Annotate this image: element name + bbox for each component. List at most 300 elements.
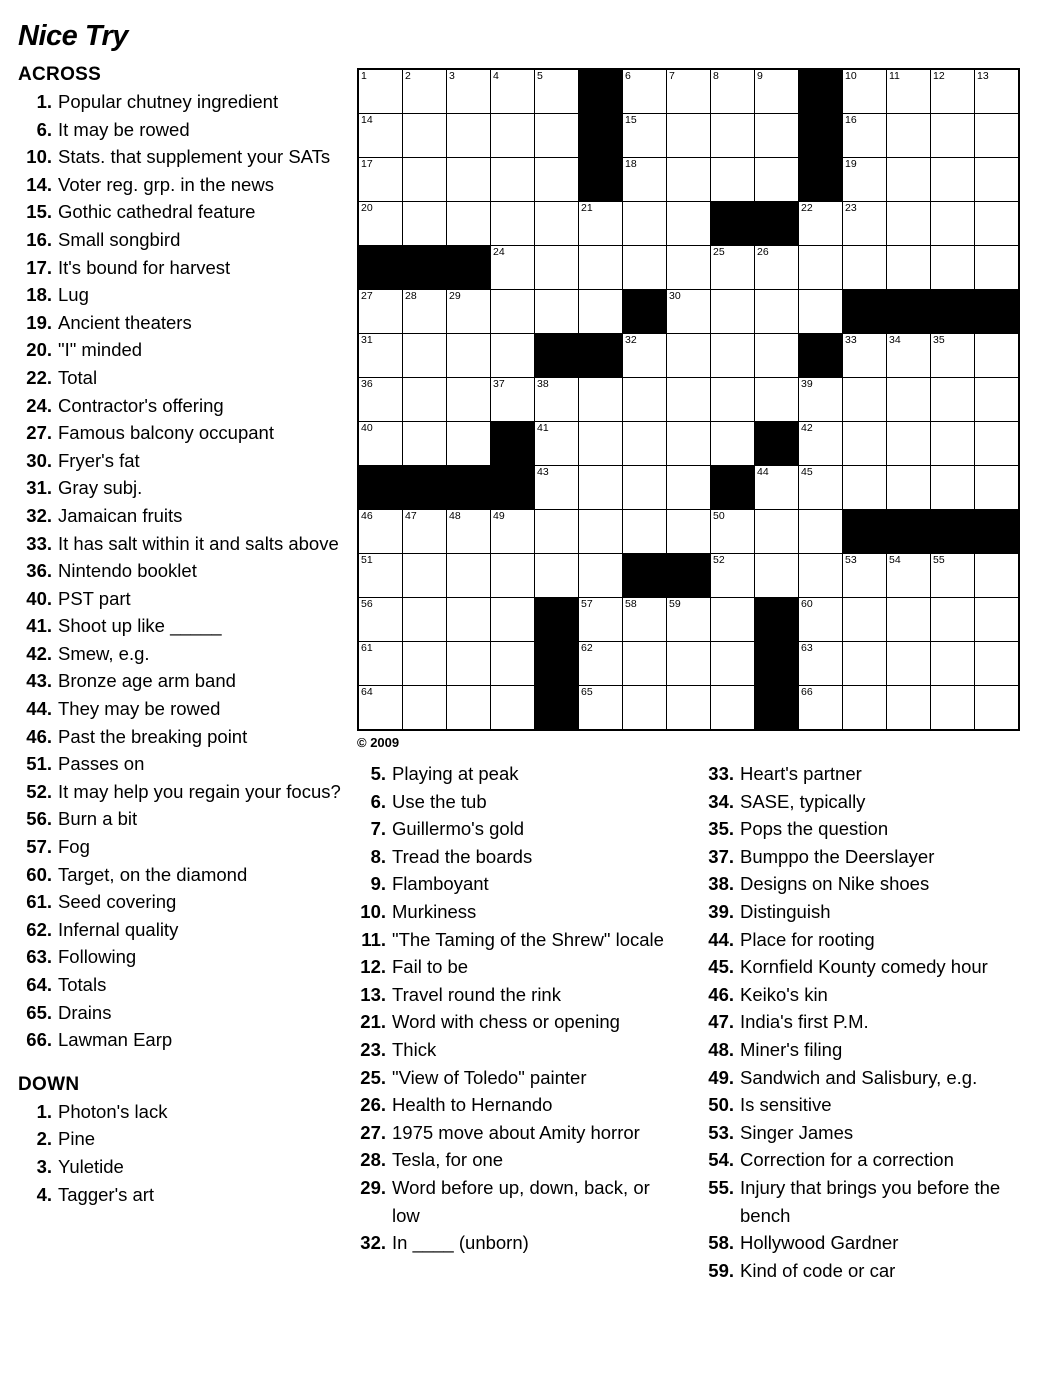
grid-cell[interactable] — [358, 69, 403, 114]
grid-cell[interactable] — [887, 114, 931, 158]
grid-row — [358, 686, 1019, 731]
grid-cell[interactable] — [755, 114, 799, 158]
grid-cell[interactable] — [358, 598, 403, 642]
clue-item[interactable] — [700, 870, 1024, 898]
clue-item[interactable] — [352, 760, 676, 788]
grid-cell[interactable] — [711, 642, 755, 686]
grid-cell[interactable] — [843, 246, 887, 290]
clue-item[interactable] — [700, 1174, 1024, 1229]
grid-cell[interactable] — [491, 69, 535, 114]
grid-cell[interactable] — [403, 114, 447, 158]
grid-cell[interactable] — [535, 202, 579, 246]
grid-cell[interactable] — [491, 290, 535, 334]
clue-item[interactable] — [700, 788, 1024, 816]
grid-cell[interactable] — [623, 378, 667, 422]
grid-cell[interactable] — [843, 69, 887, 114]
clue-item[interactable] — [352, 1146, 676, 1174]
grid-cell[interactable] — [358, 202, 403, 246]
grid-cell[interactable] — [711, 378, 755, 422]
grid-cell[interactable] — [447, 114, 491, 158]
grid-cell[interactable] — [711, 290, 755, 334]
grid-cell[interactable] — [887, 158, 931, 202]
grid-cell[interactable] — [447, 554, 491, 598]
grid-cell[interactable] — [623, 202, 667, 246]
clue-item[interactable] — [18, 916, 348, 944]
clue-item[interactable] — [18, 116, 348, 144]
grid-cell[interactable] — [667, 202, 711, 246]
clue-item[interactable] — [18, 198, 348, 226]
grid-cell-number: 15 — [625, 114, 637, 126]
clue-text: Voter reg. grp. in the news — [58, 173, 274, 195]
grid-cell[interactable] — [491, 202, 535, 246]
clue-text: Guillermo's gold — [392, 818, 525, 840]
grid-cell[interactable] — [755, 510, 799, 554]
grid-cell[interactable] — [358, 334, 403, 378]
grid-cell[interactable] — [887, 686, 931, 731]
clue-item[interactable] — [18, 364, 348, 392]
grid-cell[interactable] — [491, 686, 535, 731]
grid-cell-number: 2 — [405, 70, 411, 82]
clue-item[interactable] — [18, 999, 348, 1027]
grid-cell[interactable] — [711, 686, 755, 731]
grid-cell[interactable] — [887, 378, 931, 422]
grid-cell[interactable] — [755, 246, 799, 290]
grid-cell[interactable] — [403, 598, 447, 642]
grid-cell[interactable] — [799, 510, 843, 554]
clue-item[interactable] — [18, 1026, 348, 1054]
grid-cell[interactable] — [358, 686, 403, 731]
clue-item[interactable] — [18, 1098, 348, 1126]
clue-text: Keiko's kin — [740, 983, 828, 1005]
clue-item[interactable] — [18, 585, 348, 613]
grid-cell[interactable] — [535, 158, 579, 202]
grid-cell[interactable] — [667, 598, 711, 642]
grid-cell[interactable] — [799, 202, 843, 246]
clue-item[interactable] — [352, 953, 676, 981]
grid-cell[interactable] — [975, 114, 1020, 158]
grid-cell[interactable] — [447, 422, 491, 466]
grid-cell[interactable] — [711, 334, 755, 378]
grid-cell-number: 33 — [845, 334, 857, 346]
grid-cell[interactable] — [975, 158, 1020, 202]
grid-cell[interactable] — [799, 466, 843, 510]
grid-cell[interactable] — [447, 290, 491, 334]
grid-cell[interactable] — [667, 246, 711, 290]
clue-item[interactable] — [18, 530, 348, 558]
grid-cell[interactable] — [843, 686, 887, 731]
grid-cell[interactable] — [711, 510, 755, 554]
clue-number: 41. — [26, 615, 52, 637]
grid-cell[interactable] — [667, 69, 711, 114]
clue-item[interactable] — [700, 953, 1024, 981]
clue-item[interactable] — [352, 1036, 676, 1064]
grid-cell[interactable] — [799, 686, 843, 731]
clue-number: 17. — [26, 256, 52, 278]
clue-item[interactable] — [18, 226, 348, 254]
grid-cell[interactable] — [579, 378, 623, 422]
grid-cell[interactable] — [931, 554, 975, 598]
grid-cell[interactable] — [843, 466, 887, 510]
grid-cell[interactable] — [491, 378, 535, 422]
grid-cell[interactable] — [579, 202, 623, 246]
grid-cell[interactable] — [579, 246, 623, 290]
clue-item[interactable] — [352, 981, 676, 1009]
grid-cell[interactable] — [535, 422, 579, 466]
grid-cell[interactable] — [931, 598, 975, 642]
grid-cell[interactable] — [579, 422, 623, 466]
grid-row — [358, 114, 1019, 158]
grid-cell[interactable] — [755, 466, 799, 510]
grid-cell[interactable] — [931, 69, 975, 114]
grid-cell[interactable] — [447, 69, 491, 114]
clue-item[interactable] — [18, 723, 348, 751]
grid-cell[interactable] — [843, 114, 887, 158]
clue-item[interactable] — [18, 971, 348, 999]
clue-item[interactable] — [18, 143, 348, 171]
clue-number: 39. — [708, 900, 734, 922]
clue-item[interactable] — [700, 1229, 1024, 1257]
grid-cell-number: 13 — [977, 70, 989, 82]
clue-item[interactable] — [352, 1091, 676, 1119]
grid-cell[interactable] — [799, 598, 843, 642]
grid-cell[interactable] — [623, 598, 667, 642]
grid-cell[interactable] — [579, 554, 623, 598]
grid-cell[interactable] — [491, 510, 535, 554]
grid-cell[interactable] — [975, 202, 1020, 246]
grid-cell[interactable] — [491, 114, 535, 158]
grid-cell[interactable] — [535, 510, 579, 554]
grid-cell[interactable] — [447, 686, 491, 731]
grid-cell[interactable] — [667, 158, 711, 202]
grid-cell[interactable] — [799, 246, 843, 290]
grid-cell[interactable] — [711, 598, 755, 642]
grid-cell[interactable] — [667, 686, 711, 731]
clue-item[interactable] — [352, 1119, 676, 1147]
grid-cell[interactable] — [843, 334, 887, 378]
grid-cell[interactable] — [447, 378, 491, 422]
grid-cell[interactable] — [843, 378, 887, 422]
clue-item[interactable] — [700, 1257, 1024, 1285]
clue-number: 38. — [708, 873, 734, 895]
clue-item[interactable] — [700, 760, 1024, 788]
grid-cell[interactable] — [755, 378, 799, 422]
grid-cell[interactable] — [491, 246, 535, 290]
clue-item[interactable] — [18, 336, 348, 364]
clue-item[interactable] — [18, 557, 348, 585]
grid-cell[interactable] — [623, 158, 667, 202]
grid-cell[interactable] — [358, 422, 403, 466]
grid-cell[interactable] — [535, 466, 579, 510]
clue-item[interactable] — [18, 1153, 348, 1181]
grid-cell[interactable] — [931, 334, 975, 378]
grid-cell[interactable] — [975, 642, 1020, 686]
grid-cell[interactable] — [667, 466, 711, 510]
grid-cell[interactable] — [667, 378, 711, 422]
grid-cell[interactable] — [623, 642, 667, 686]
clue-text: Infernal quality — [58, 918, 179, 940]
grid-cell[interactable] — [799, 290, 843, 334]
clue-item[interactable] — [18, 392, 348, 420]
clue-text: Kornfield Kounty comedy hour — [740, 956, 988, 978]
grid-cell[interactable] — [623, 510, 667, 554]
grid-cell[interactable] — [491, 334, 535, 378]
grid-cell[interactable] — [535, 554, 579, 598]
clue-item[interactable] — [352, 1174, 676, 1229]
grid-cell-block — [623, 290, 667, 334]
clue-item[interactable] — [18, 667, 348, 695]
grid-cell[interactable] — [975, 554, 1020, 598]
clue-item[interactable] — [18, 171, 348, 199]
crossword-grid[interactable] — [357, 68, 1020, 731]
grid-cell[interactable] — [887, 422, 931, 466]
grid-cell[interactable] — [358, 114, 403, 158]
grid-row — [358, 158, 1019, 202]
grid-cell[interactable] — [887, 642, 931, 686]
grid-cell[interactable] — [535, 290, 579, 334]
grid-cell[interactable] — [623, 246, 667, 290]
grid-cell[interactable] — [931, 202, 975, 246]
grid-cell[interactable] — [843, 202, 887, 246]
grid-cell[interactable] — [667, 510, 711, 554]
grid-cell[interactable] — [623, 686, 667, 731]
clue-item[interactable] — [700, 1091, 1024, 1119]
grid-cell-number: 65 — [581, 686, 593, 698]
clue-item[interactable] — [18, 281, 348, 309]
clue-item[interactable] — [18, 750, 348, 778]
clue-item[interactable] — [18, 805, 348, 833]
clue-item[interactable] — [18, 419, 348, 447]
grid-cell[interactable] — [403, 378, 447, 422]
grid-cell[interactable] — [887, 466, 931, 510]
clue-item[interactable] — [700, 1064, 1024, 1092]
grid-cell[interactable] — [447, 642, 491, 686]
grid-cell[interactable] — [799, 642, 843, 686]
grid-cell-block — [711, 466, 755, 510]
clue-item[interactable] — [352, 898, 676, 926]
clue-item[interactable] — [18, 309, 348, 337]
grid-cell-block — [887, 290, 931, 334]
clue-item[interactable] — [700, 926, 1024, 954]
clue-number: 20. — [26, 339, 52, 361]
clue-item[interactable] — [18, 888, 348, 916]
grid-cell[interactable] — [403, 158, 447, 202]
grid-cell[interactable] — [579, 290, 623, 334]
grid-cell[interactable] — [975, 598, 1020, 642]
grid-cell[interactable] — [403, 422, 447, 466]
clue-text: Hollywood Gardner — [740, 1232, 899, 1254]
grid-cell[interactable] — [843, 642, 887, 686]
grid-cell-number: 20 — [361, 202, 373, 214]
clue-number: 59. — [708, 1259, 734, 1281]
clue-item[interactable] — [18, 474, 348, 502]
clue-item[interactable] — [18, 502, 348, 530]
clue-number: 48. — [708, 1038, 734, 1060]
grid-cell[interactable] — [887, 554, 931, 598]
grid-cell[interactable] — [931, 114, 975, 158]
grid-cell[interactable] — [358, 290, 403, 334]
clue-item[interactable] — [18, 254, 348, 282]
grid-cell[interactable] — [535, 246, 579, 290]
clue-item[interactable] — [700, 1146, 1024, 1174]
grid-cell[interactable] — [711, 246, 755, 290]
clue-item[interactable] — [18, 833, 348, 861]
grid-cell[interactable] — [358, 554, 403, 598]
grid-cell[interactable] — [931, 686, 975, 731]
grid-cell[interactable] — [535, 69, 579, 114]
grid-cell[interactable] — [447, 158, 491, 202]
grid-cell[interactable] — [358, 378, 403, 422]
grid-cell[interactable] — [975, 466, 1020, 510]
grid-cell-number: 17 — [361, 158, 373, 170]
grid-cell[interactable] — [931, 422, 975, 466]
grid-cell[interactable] — [491, 554, 535, 598]
clue-number: 34. — [708, 790, 734, 812]
clue-item[interactable] — [700, 1036, 1024, 1064]
grid-cell[interactable] — [403, 290, 447, 334]
grid-cell[interactable] — [843, 598, 887, 642]
grid-cell[interactable] — [931, 158, 975, 202]
clue-item[interactable] — [352, 815, 676, 843]
grid-cell[interactable] — [623, 69, 667, 114]
grid-cell[interactable] — [358, 510, 403, 554]
grid-cell[interactable] — [403, 686, 447, 731]
grid-cell[interactable] — [975, 422, 1020, 466]
grid-cell[interactable] — [799, 422, 843, 466]
clue-item[interactable] — [700, 898, 1024, 926]
clue-item[interactable] — [18, 612, 348, 640]
grid-cell[interactable] — [887, 69, 931, 114]
grid-cell[interactable] — [358, 158, 403, 202]
grid-cell[interactable] — [579, 642, 623, 686]
grid-cell[interactable] — [711, 158, 755, 202]
grid-cell[interactable] — [667, 642, 711, 686]
clue-item[interactable] — [352, 926, 676, 954]
clue-number: 3. — [36, 1155, 52, 1177]
clue-item[interactable] — [700, 815, 1024, 843]
clue-item[interactable] — [352, 870, 676, 898]
grid-cell[interactable] — [623, 422, 667, 466]
grid-cell[interactable] — [931, 246, 975, 290]
grid-cell[interactable] — [403, 510, 447, 554]
grid-cell[interactable] — [623, 114, 667, 158]
clue-item[interactable] — [352, 1064, 676, 1092]
grid-cell[interactable] — [755, 290, 799, 334]
grid-cell[interactable] — [447, 334, 491, 378]
grid-cell[interactable] — [711, 69, 755, 114]
grid-cell-number: 37 — [493, 378, 505, 390]
grid-cell[interactable] — [755, 158, 799, 202]
clue-item[interactable] — [352, 788, 676, 816]
grid-cell[interactable] — [579, 510, 623, 554]
grid-cell[interactable] — [667, 334, 711, 378]
grid-cell-block — [667, 554, 711, 598]
clue-item[interactable] — [700, 1008, 1024, 1036]
clue-text: SASE, typically — [740, 790, 866, 812]
grid-cell[interactable] — [491, 158, 535, 202]
grid-cell[interactable] — [975, 378, 1020, 422]
grid-cell[interactable] — [579, 598, 623, 642]
clue-number: 10. — [360, 900, 386, 922]
grid-cell[interactable] — [931, 378, 975, 422]
clue-item[interactable] — [352, 1229, 676, 1257]
grid-cell[interactable] — [843, 554, 887, 598]
clue-number: 44. — [708, 928, 734, 950]
grid-cell[interactable] — [403, 642, 447, 686]
grid-cell[interactable] — [535, 114, 579, 158]
grid-cell[interactable] — [799, 378, 843, 422]
clue-item[interactable] — [18, 1125, 348, 1153]
grid-cell[interactable] — [403, 554, 447, 598]
grid-cell[interactable] — [711, 554, 755, 598]
clue-number: 33. — [708, 763, 734, 784]
grid-cell[interactable] — [403, 69, 447, 114]
clue-item[interactable] — [700, 843, 1024, 871]
grid-cell[interactable] — [403, 334, 447, 378]
clue-item[interactable] — [18, 861, 348, 889]
grid-cell[interactable] — [887, 202, 931, 246]
grid-cell[interactable] — [623, 466, 667, 510]
grid-cell[interactable] — [447, 202, 491, 246]
grid-cell[interactable] — [887, 334, 931, 378]
grid-cell[interactable] — [887, 246, 931, 290]
grid-cell[interactable] — [975, 686, 1020, 731]
grid-cell[interactable] — [755, 69, 799, 114]
grid-cell[interactable] — [975, 246, 1020, 290]
grid-cell[interactable] — [887, 598, 931, 642]
grid-cell[interactable] — [579, 686, 623, 731]
grid-cell[interactable] — [843, 158, 887, 202]
grid-cell[interactable] — [491, 598, 535, 642]
clue-item[interactable] — [18, 943, 348, 971]
grid-cell[interactable] — [975, 69, 1020, 114]
clue-text: India's first P.M. — [740, 1011, 869, 1033]
clue-item[interactable] — [700, 1119, 1024, 1147]
grid-cell[interactable] — [711, 422, 755, 466]
clue-item[interactable] — [18, 88, 348, 116]
grid-cell[interactable] — [931, 642, 975, 686]
grid-cell[interactable] — [755, 554, 799, 598]
grid-cell[interactable] — [711, 114, 755, 158]
clue-item[interactable] — [352, 843, 676, 871]
grid-cell[interactable] — [755, 334, 799, 378]
grid-cell[interactable] — [799, 554, 843, 598]
clue-item[interactable] — [352, 1008, 676, 1036]
grid-cell-block — [931, 290, 975, 334]
grid-cell[interactable] — [975, 334, 1020, 378]
grid-cell[interactable] — [843, 422, 887, 466]
grid-cell[interactable] — [358, 642, 403, 686]
grid-cell[interactable] — [447, 510, 491, 554]
grid-cell[interactable] — [667, 114, 711, 158]
clue-item[interactable] — [18, 640, 348, 668]
grid-cell[interactable] — [667, 422, 711, 466]
grid-cell[interactable] — [403, 202, 447, 246]
grid-cell[interactable] — [623, 334, 667, 378]
clue-item[interactable] — [18, 778, 348, 806]
clue-item[interactable] — [18, 695, 348, 723]
clue-item[interactable] — [18, 447, 348, 475]
grid-table[interactable] — [357, 68, 1020, 731]
grid-cell[interactable] — [579, 466, 623, 510]
grid-cell[interactable] — [447, 598, 491, 642]
grid-cell[interactable] — [667, 290, 711, 334]
clue-item[interactable] — [18, 1181, 348, 1209]
grid-cell[interactable] — [535, 378, 579, 422]
grid-cell[interactable] — [931, 466, 975, 510]
grid-cell[interactable] — [491, 642, 535, 686]
clue-item[interactable] — [700, 981, 1024, 1009]
down-clue-list-part1 — [18, 1098, 348, 1208]
